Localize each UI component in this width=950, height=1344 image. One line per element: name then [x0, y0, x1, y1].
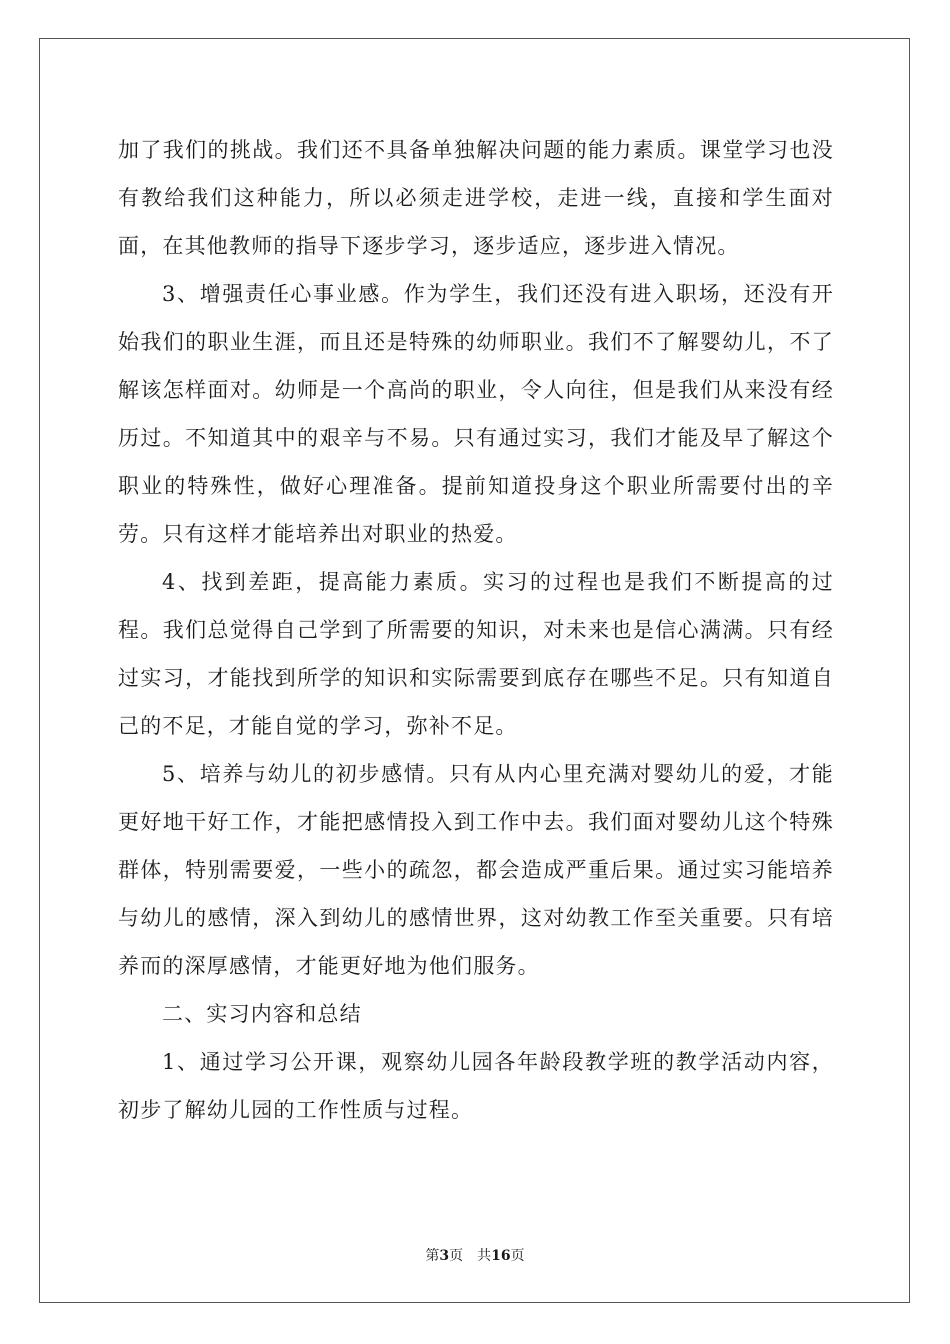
page-unit: 页	[449, 1248, 464, 1264]
paragraph-item-4: 4、找到差距，提高能力素质。实习的过程也是我们不断提高的过程。我们总觉得自己学到了所需要的知识，对未来也是信心满满。只有经过实习，才能找到所学的知识和实际需要到底存在哪些不足。只有知道自己的不足，才能自觉的学习，弥补不足。	[118, 570, 834, 738]
total-prefix: 共	[477, 1248, 492, 1264]
total-page-number: 16	[491, 1248, 511, 1264]
paragraph-section-item-1: 1、通过学习公开课，观察幼儿园各年龄段教学班的教学活动内容，初步了解幼儿园的工作性质与过程。	[118, 1050, 834, 1122]
paragraph-item-5: 5、培养与幼儿的初步感情。只有从内心里充满对婴幼儿的爱，才能更好地干好工作，才能把感情投入到工作中去。我们面对婴幼儿这个特殊群体，特别需要爱，一些小的疏忽，都会造成严重后果。通过实习能培养与幼儿的感情，深入到幼儿的感情世界，这对幼教工作至关重要。只有培养而的深厚感情，才能更好地为他们服务。	[118, 762, 834, 978]
page-footer	[0, 1246, 950, 1266]
total-unit: 页	[510, 1248, 525, 1264]
section-heading: 二、实习内容和总结	[162, 1002, 362, 1026]
paragraph-continuation: 加了我们的挑战。我们还不具备单独解决问题的能力素质。课堂学习也没有教给我们这种能力，所以必须走进学校，走进一线，直接和学生面对面，在其他教师的指导下逐步学习，逐步适应，逐步进入情况。	[118, 138, 834, 258]
page-prefix: 第	[425, 1248, 440, 1264]
current-page-number: 3	[439, 1248, 450, 1264]
paragraph-item-3: 3、增强责任心事业感。作为学生，我们还没有进入职场，还没有开始我们的职业生涯，而且还是特殊的幼师职业。我们不了解婴幼儿，不了解该怎样面对。幼师是一个高尚的职业，令人向往，但是我们从来没有经历过。不知道其中的艰辛与不易。只有通过实习，我们才能及早了解这个职业的特殊性，做好心理准备。提前知道投身这个职业所需要付出的辛劳。只有这样才能培养出对职业的热爱。	[118, 282, 834, 546]
document-body	[118, 126, 834, 1134]
